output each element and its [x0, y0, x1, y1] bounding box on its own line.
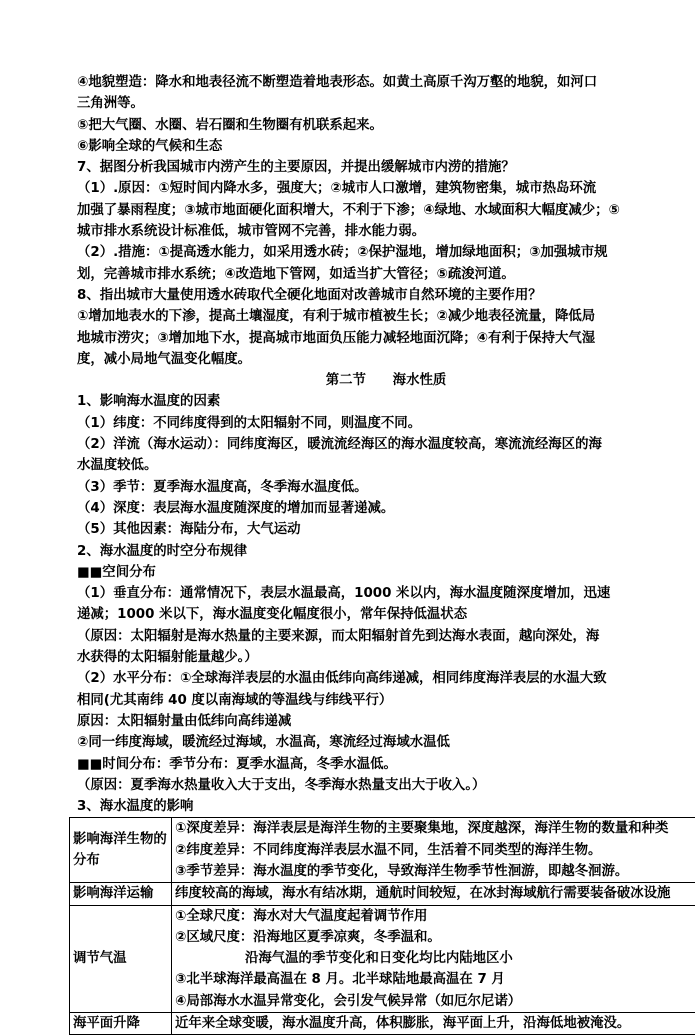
- table-line: ②区域尺度：沿海地区夏季凉爽，冬季温和。: [175, 927, 695, 948]
- row-content: [172, 905, 695, 1012]
- text-line: 度，减小局地气温变化幅度。: [77, 349, 695, 370]
- text-line: 8、指出城市大量使用透水砖取代全硬化地面对改善城市自然环境的主要作用？: [77, 285, 695, 306]
- text-line: 3、海水温度的影响: [77, 796, 695, 817]
- text-line: ④地貌塑造：降水和地表径流不断塑造着地表形态。如黄土高原千沟万壑的地貌，如河口: [77, 72, 695, 93]
- text-line: 城市排水系统设计标准低，城市管网不完善，排水能力弱。: [77, 221, 695, 242]
- text-line: 划，完善城市排水系统；④改造地下管网，如适当扩大管径；⑤疏浚河道。: [77, 264, 695, 285]
- text-line: （1）.原因：①短时间内降水多，强度大；②城市人口激增，建筑物密集，城市热岛环流: [77, 178, 695, 199]
- sea-temperature-effects-table: [69, 817, 695, 1035]
- text-line: ②同一纬度海域，暖流经过海域，水温高，寒流经过海域水温低: [77, 732, 695, 753]
- text-line: 三角洲等。: [77, 93, 695, 114]
- text-line: 原因：太阳辐射量由低纬向高纬递减: [77, 711, 695, 732]
- table-row: [70, 1013, 695, 1035]
- text-line: （原因：太阳辐射是海水热量的主要来源，而太阳辐射首先到达海水表面，越向深处，海: [77, 626, 695, 647]
- table-line: 沿海气温的季节变化和日变化均比内陆地区小: [175, 948, 695, 969]
- text-line: （3）季节：夏季海水温度高，冬季海水温度低。: [77, 477, 695, 498]
- text-line: （1）垂直分布：通常情况下，表层水温最高，1000 米以内，海水温度随深度增加，迅速: [77, 583, 695, 604]
- text-line: 加强了暴雨程度；③城市地面硬化面积增大，不利于下渗；④绿地、水域面积大幅度减少；⑤: [77, 200, 695, 221]
- text-line: 相同(尤其南纬 40 度以南海域的等温线与纬线平行）: [77, 690, 695, 711]
- text-line: 1、影响海水温度的因素: [77, 391, 695, 412]
- text-line: ■■空间分布: [77, 562, 695, 583]
- row-head: 调节气温: [70, 905, 172, 1012]
- row-head: 影响海洋生物的分布: [70, 818, 172, 883]
- text-line: 7、据图分析我国城市内涝产生的主要原因，并提出缓解城市内涝的措施？: [77, 157, 695, 178]
- text-line: （2）.措施：①提高透水能力，如采用透水砖；②保护湿地，增加绿地面积；③加强城市规: [77, 242, 695, 263]
- table-line: 近年来全球变暖，海水温度升高，体积膨胀，海平面上升，沿海低地被淹没。: [175, 1013, 695, 1034]
- text-line: （原因：夏季海水热量收入大于支出，冬季海水热量支出大于收入。）: [77, 775, 695, 796]
- text-line: （2）洋流（海水运动）：同纬度海区，暖流流经海区的海水温度较高，寒流流经海区的海: [77, 434, 695, 455]
- text-line: 2、海水温度的时空分布规律: [77, 541, 695, 562]
- row-content: [172, 1013, 695, 1035]
- text-block-top: [77, 72, 695, 370]
- section-title: 第二节 海水性质: [77, 370, 695, 391]
- table-line: ①全球尺度：海水对大气温度起着调节作用: [175, 906, 695, 927]
- table-line: ④局部海水水温异常变化，会引发气候异常（如厄尔尼诺）: [175, 991, 695, 1012]
- row-head: 影响海洋运输: [70, 883, 172, 905]
- table-line: ③季节差异：海水温度的季节变化，导致海洋生物季节性洄游，即越冬洄游。: [175, 861, 695, 882]
- text-line: ■■时间分布：季节分布：夏季水温高，冬季水温低。: [77, 754, 695, 775]
- text-line: 水获得的太阳辐射能量越少。）: [77, 647, 695, 668]
- table-row: [70, 905, 695, 1012]
- text-line: （2）水平分布：①全球海洋表层的水温由低纬向高纬递减，相同纬度海洋表层的水温大致: [77, 668, 695, 689]
- table-line: ②纬度差异：不同纬度海洋表层水温不同，生活着不同类型的海洋生物。: [175, 840, 695, 861]
- table-line: ③北半球海洋最高温在 8 月。北半球陆地最高温在 7 月: [175, 969, 695, 990]
- text-line: （4）深度：表层海水温度随深度的增加而显著递减。: [77, 498, 695, 519]
- table-line: ①深度差异：海洋表层是海洋生物的主要聚集地，深度越深，海洋生物的数量和种类: [175, 818, 695, 839]
- text-line: （5）其他因素：海陆分布，大气运动: [77, 519, 695, 540]
- text-line: ⑤把大气圈、水圈、岩石圈和生物圈有机联系起来。: [77, 115, 695, 136]
- row-content: [172, 818, 695, 883]
- table-line: 纬度较高的海域，海水有结冰期，通航时间较短，在冰封海域航行需要装备破冰设施: [175, 883, 695, 904]
- text-line: 地城市涝灾；③增加地下水，提高城市地面负压能力减轻地面沉降；④有利于保持大气湿: [77, 328, 695, 349]
- text-line: （1）纬度：不同纬度得到的太阳辐射不同，则温度不同。: [77, 413, 695, 434]
- text-line: 递减；1000 米以下，海水温度变化幅度很小，常年保持低温状态: [77, 604, 695, 625]
- row-content: [172, 883, 695, 905]
- text-line: ⑥影响全球的气候和生态: [77, 136, 695, 157]
- row-head: 海平面升降: [70, 1013, 172, 1035]
- text-line: ①增加地表水的下渗，提高土壤湿度，有利于城市植被生长；②减少地表径流量，降低局: [77, 306, 695, 327]
- text-block-mid: [77, 391, 695, 817]
- text-line: 水温度较低。: [77, 455, 695, 476]
- document-page: [77, 72, 695, 1035]
- table-row: [70, 883, 695, 905]
- table-row: [70, 818, 695, 883]
